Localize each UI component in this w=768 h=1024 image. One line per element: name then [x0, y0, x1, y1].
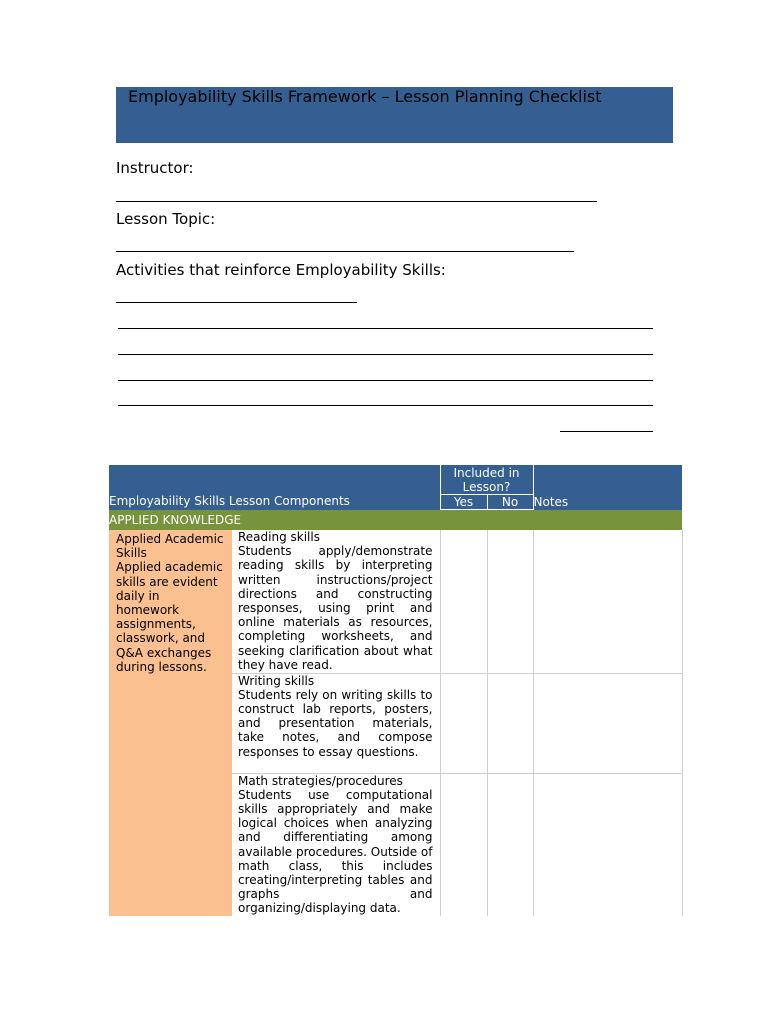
- category-name: Applied Academic Skills: [116, 532, 224, 561]
- instructor-line[interactable]: [116, 201, 597, 202]
- lesson-topic-label: Lesson Topic:: [116, 210, 216, 228]
- activities-line-6[interactable]: [560, 431, 653, 432]
- writing-yes-cell[interactable]: [440, 673, 487, 773]
- activities-label: Activities that reinforce Employability Skills:: [116, 261, 446, 279]
- activities-line-1[interactable]: [116, 302, 357, 303]
- writing-notes-cell[interactable]: [533, 673, 682, 773]
- notes-header: Notes: [533, 465, 682, 510]
- reading-notes-cell[interactable]: [533, 530, 682, 673]
- item-title: Math strategies/procedures: [238, 773, 403, 788]
- item-description: Students rely on writing skills to construct lab reports, posters, and presentation materials, take notes, and compose responses to essay questions.: [238, 687, 433, 759]
- yes-header: Yes: [440, 495, 487, 510]
- writing-no-cell[interactable]: [487, 673, 533, 773]
- section-applied-knowledge: APPLIED KNOWLEDGE: [109, 510, 682, 531]
- activities-line-4[interactable]: [118, 380, 653, 381]
- title-banner: [116, 87, 673, 143]
- reading-no-cell[interactable]: [487, 530, 533, 673]
- included-header: Included in Lesson?: [440, 465, 533, 495]
- item-title: Reading skills: [238, 530, 320, 544]
- category-cell: [109, 530, 232, 916]
- item-reading-skills: [232, 530, 440, 673]
- item-description: Students use computational skills appropriately and make logical choices when analyzing and differentiating among available procedures. Outside of math class, this includes creating/interpreting tables and graphs and organizing/displaying data.: [238, 787, 433, 916]
- lesson-components-table: [109, 465, 683, 916]
- page-title: Employability Skills Framework – Lesson Planning Checklist: [128, 87, 602, 106]
- math-no-cell[interactable]: [487, 773, 533, 916]
- no-header: No: [487, 495, 533, 510]
- activities-line-5[interactable]: [118, 405, 653, 406]
- instructor-label: Instructor:: [116, 159, 194, 177]
- math-notes-cell[interactable]: [533, 773, 682, 916]
- components-header: Employability Skills Lesson Components: [109, 465, 440, 510]
- item-writing-skills: [232, 673, 440, 773]
- item-title: Writing skills: [238, 673, 315, 688]
- activities-line-3[interactable]: [118, 354, 653, 355]
- category-description: Applied academic skills are evident daily in homework assignments, classwork, and Q&A exchanges during lessons.: [116, 560, 223, 674]
- activities-line-2[interactable]: [118, 328, 653, 329]
- item-description: Students apply/demonstrate reading skills by interpreting written instructions/project directions and constructing responses, using print and online materials as resources, completing worksheets, and seeking clarification about what they have read.: [238, 544, 433, 672]
- item-math-strategies: [232, 773, 440, 916]
- math-yes-cell[interactable]: [440, 773, 487, 916]
- reading-yes-cell[interactable]: [440, 530, 487, 673]
- lesson-topic-line[interactable]: [116, 251, 574, 252]
